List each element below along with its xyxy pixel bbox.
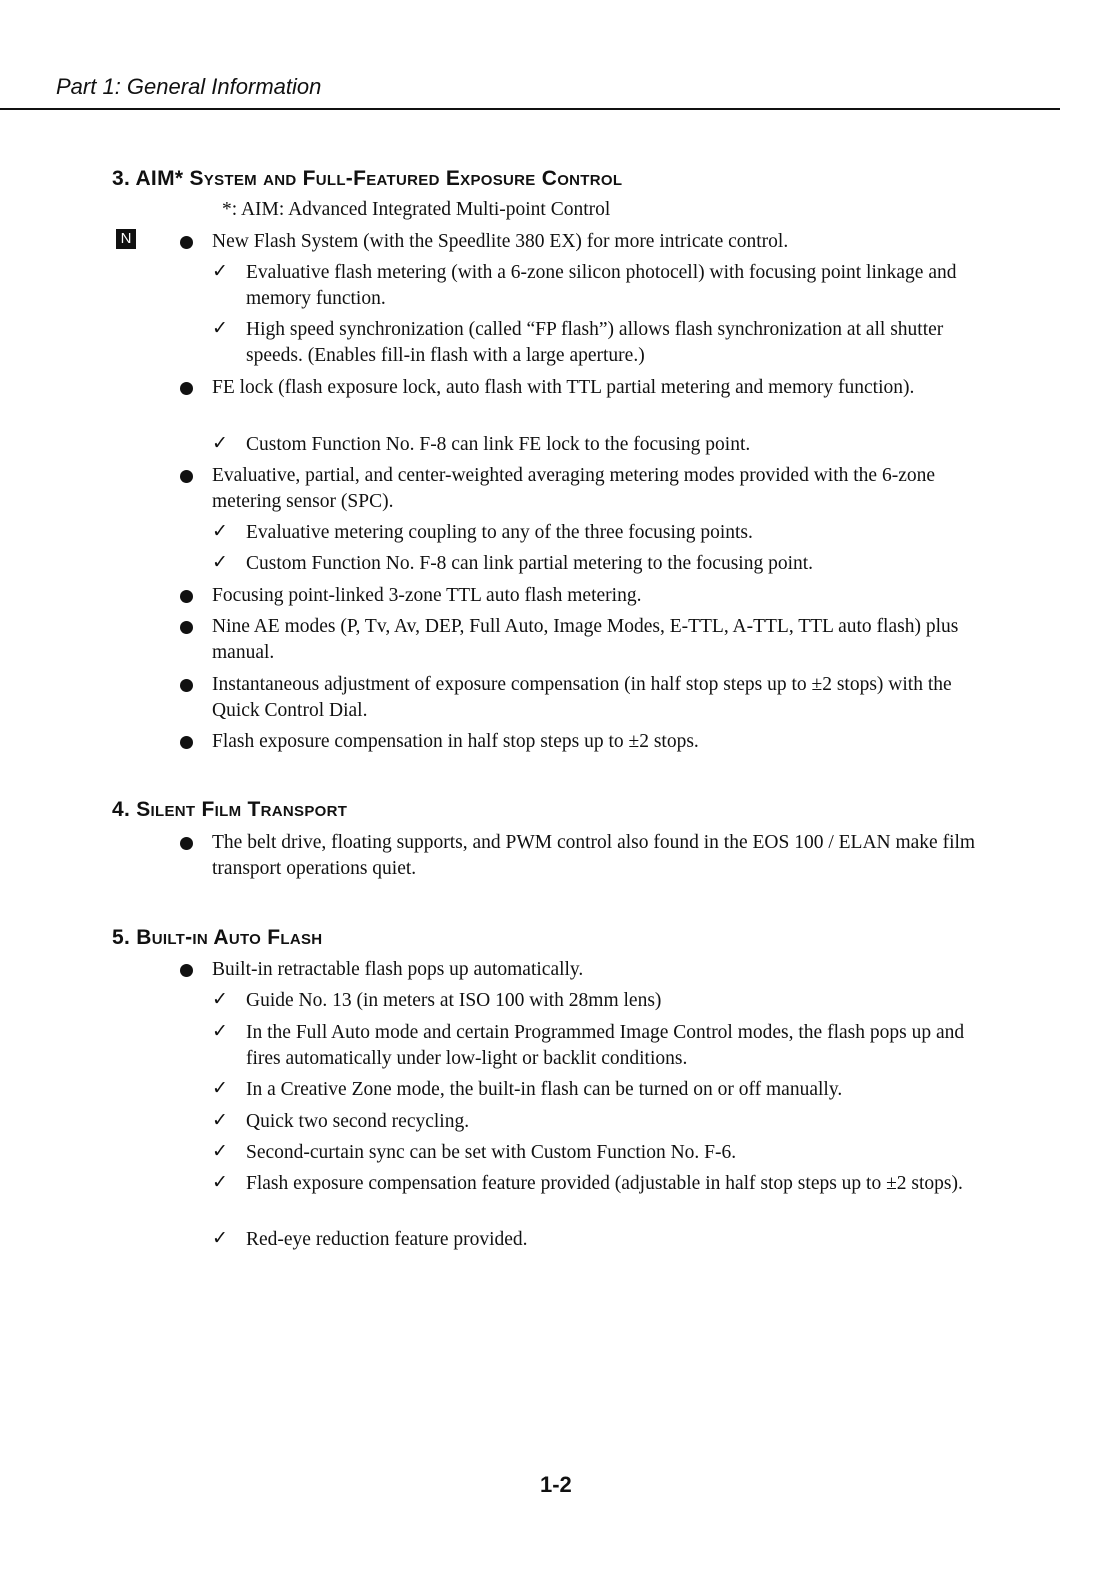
section-4-heading: 4. Silent Film Transport (112, 798, 348, 821)
bullet-item: Instantaneous adjustment of exposure compensation (in half stop steps up to ±2 stops) with the Quick Control Dial. (212, 674, 952, 721)
sub-item: Custom Function No. F-8 can link partial metering to the focusing point. (246, 553, 814, 574)
section-5-heading: 5. Built-in Auto Flash (112, 926, 323, 949)
sub-item: Evaluative metering coupling to any of the three focusing points. (246, 522, 753, 543)
check-icon: ✓ (212, 318, 228, 339)
check-icon: ✓ (212, 989, 228, 1010)
bullet-item: Flash exposure compensation in half stop steps up to ±2 stops. (212, 731, 699, 752)
bullet-item: Evaluative, partial, and center-weighted averaging metering modes provided with the 6-zone metering sensor (SPC). (212, 465, 936, 512)
check-icon: ✓ (212, 521, 228, 542)
check-icon: ✓ (212, 552, 228, 573)
check-icon: ✓ (212, 1141, 228, 1162)
bullet-item: Focusing point-linked 3-zone TTL auto flash metering. (212, 585, 642, 606)
bullet-icon (180, 621, 193, 634)
sub-item: Flash exposure compensation feature provided (adjustable in half stop steps up to ±2 stops). (246, 1173, 963, 1194)
sub-item: Evaluative flash metering (with a 6-zone silicon photocell) with focusing point linkage and memory function. (246, 262, 957, 309)
bullet-icon (180, 382, 193, 395)
bullet-icon (180, 590, 193, 603)
running-header: Part 1: General Information (56, 74, 322, 99)
check-icon: ✓ (212, 1021, 228, 1042)
bullet-item: Nine AE modes (P, Tv, Av, DEP, Full Auto, Image Modes, E-TTL, A-TTL, TTL auto flash) plus manual. (212, 616, 959, 663)
header-rule (0, 108, 1060, 110)
check-icon: ✓ (212, 433, 228, 454)
sub-item: Red-eye reduction feature provided. (246, 1229, 528, 1250)
bullet-icon (180, 470, 193, 483)
check-icon: ✓ (212, 1078, 228, 1099)
bullet-icon (180, 736, 193, 749)
sub-item: In a Creative Zone mode, the built-in flash can be turned on or off manually. (246, 1079, 843, 1100)
aim-footnote: *: AIM: Advanced Integrated Multi-point Control (222, 199, 611, 220)
sub-item: Guide No. 13 (in meters at ISO 100 with 28mm lens) (246, 990, 662, 1011)
sub-item: Quick two second recycling. (246, 1111, 470, 1132)
bullet-icon (180, 964, 193, 977)
bullet-icon (180, 837, 193, 850)
page-number: 1-2 (540, 1472, 572, 1497)
check-icon: ✓ (212, 1110, 228, 1131)
sub-item: Second-curtain sync can be set with Custom Function No. F-6. (246, 1142, 737, 1163)
bullet-item: The belt drive, floating supports, and PWM control also found in the EOS 100 / ELAN make film transport operations quiet. (212, 832, 976, 879)
check-icon: ✓ (212, 261, 228, 282)
check-icon: ✓ (212, 1228, 228, 1249)
sub-item: High speed synchronization (called “FP flash”) allows flash synchronization at all shutter speeds. (Enables fill-in flash with a large aperture.) (246, 319, 944, 366)
bullet-icon (180, 679, 193, 692)
new-feature-badge: N (116, 229, 136, 249)
bullet-icon (180, 236, 193, 249)
bullet-item: New Flash System (with the Speedlite 380 EX) for more intricate control. (212, 231, 789, 252)
section-3-heading: 3. AIM* System and Full-Featured Exposure Control (112, 167, 623, 190)
bullet-item: FE lock (flash exposure lock, auto flash with TTL partial metering and memory function). (212, 377, 915, 398)
check-icon: ✓ (212, 1172, 228, 1193)
sub-item: In the Full Auto mode and certain Programmed Image Control modes, the flash pops up and fires automatically under low-light or backlit conditions. (246, 1022, 965, 1069)
sub-item: Custom Function No. F-8 can link FE lock to the focusing point. (246, 434, 751, 455)
bullet-item: Built-in retractable flash pops up automatically. (212, 959, 584, 980)
